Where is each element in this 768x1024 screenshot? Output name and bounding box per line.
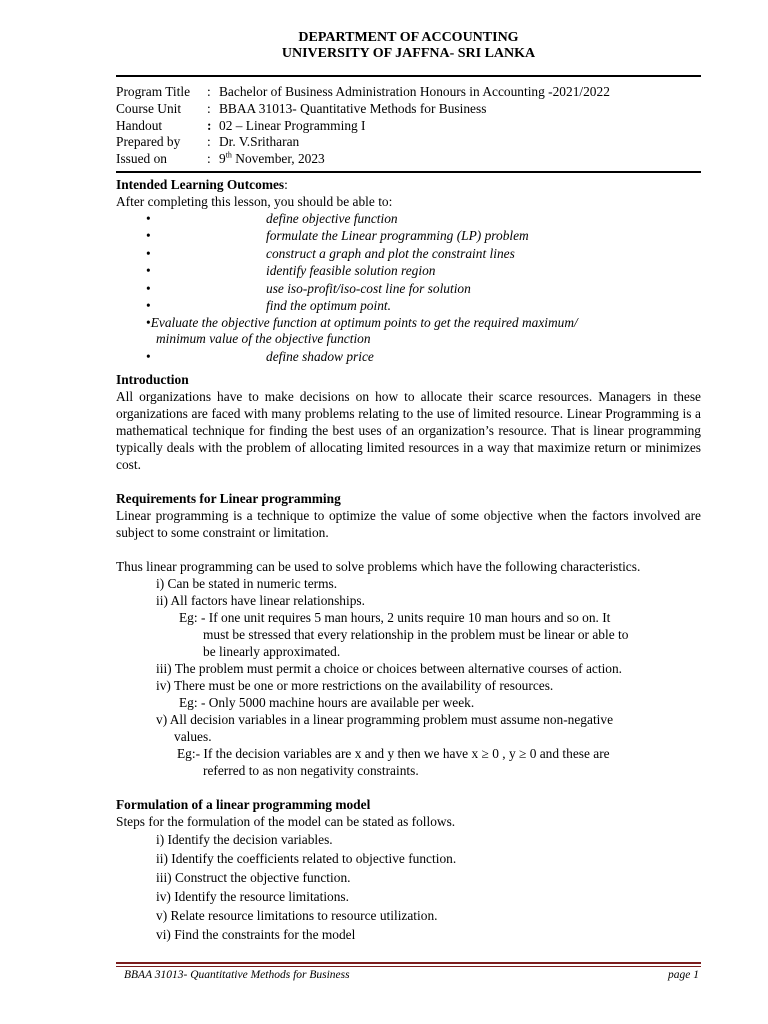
bullet-icon: • — [146, 348, 151, 364]
outcomes-section: Intended Learning Outcomes: After completing this lesson, you should be able to: • define objective function • formulate the Linear programming (LP) problem • construct a graph and plot the constraint lines • identify feasible solution region • use iso-profit/iso-cost line for solution • find the optimum point. •Evaluate the objective function at optimum points to get the required maximum/ minimum value of the objective function • define shadow price — [116, 176, 701, 366]
list-item: ii) All factors have linear relationships. — [156, 593, 365, 609]
bullet-icon: • — [146, 314, 151, 330]
list-item: v) All decision variables in a linear programming problem must assume non-negative — [156, 712, 614, 728]
formulation-intro: Steps for the formulation of the model can be stated as follows. — [116, 814, 456, 830]
introduction-heading: Introduction — [116, 372, 189, 388]
list-item: • find the optimum point. — [116, 297, 701, 315]
department-heading: DEPARTMENT OF ACCOUNTING — [298, 30, 519, 45]
meta-label: Course Unit — [116, 100, 182, 116]
meta-label: Handout — [116, 117, 163, 133]
list-item: values. — [174, 729, 212, 745]
bullet-icon: • — [146, 245, 151, 261]
list-item: • formulate the Linear programming (LP) problem — [116, 227, 701, 245]
requirements-heading: Requirements for Linear programming — [116, 491, 341, 507]
program-title-row: Program Title : Bachelor of Business Administration Honours in Accounting -2021/2022 — [116, 84, 610, 99]
bullet-icon: • — [146, 228, 151, 244]
list-item: iv) There must be one or more restrictions on the availability of resources. — [156, 678, 554, 694]
meta-value: BBAA 31013- Quantitative Methods for Business — [219, 100, 487, 116]
meta-value: Bachelor of Business Administration Honours in Accounting -2021/2022 — [219, 84, 610, 99]
list-item: iii) The problem must permit a choice or choices between alternative courses of action. — [156, 661, 623, 677]
page-footer — [124, 967, 699, 984]
handout-row: Handout : 02 – Linear Programming I — [116, 117, 366, 133]
document-page — [116, 30, 701, 944]
list-item: •Evaluate the objective function at optimum points to get the required maximum/ minimum value of the objective function — [146, 314, 578, 347]
meta-value: 9th November, 2023 — [219, 150, 325, 167]
list-item: • define shadow price — [116, 348, 701, 366]
list-item: ii) Identify the coefficients related to objective function. — [156, 851, 457, 867]
meta-label: Prepared by — [116, 134, 181, 150]
page-number: page 1 — [668, 969, 699, 981]
formulation-heading: Formulation of a linear programming model — [116, 797, 371, 813]
example-text: Eg: - Only 5000 machine hours are available per week. — [179, 695, 475, 711]
bullet-icon: • — [146, 210, 151, 226]
outcomes-heading: Intended Learning Outcomes — [116, 176, 285, 192]
requirements-paragraph: Linear programming is a technique to optimize the value of some objective when the factors involved are subject to some constraint or limitation. — [116, 508, 701, 541]
example-text: must be stressed that every relationship in the problem must be linear or able to — [203, 627, 629, 643]
meta-divider — [116, 171, 701, 173]
meta-value: Dr. V.Sritharan — [219, 134, 300, 150]
list-item: • identify feasible solution region — [116, 262, 701, 280]
meta-label: Program Title — [116, 84, 191, 99]
prepared-by-row: Prepared by : Dr. V.Sritharan — [116, 134, 300, 150]
example-text: Eg:- If the decision variables are x and y then we have x ≥ 0 , y ≥ 0 and these are — [177, 746, 610, 762]
requirements-paragraph: Thus linear programming can be used to solve problems which have the following characteristics. — [116, 559, 641, 575]
list-item: • construct a graph and plot the constraint lines — [116, 245, 701, 263]
requirements-section — [116, 490, 701, 779]
meta-label: Issued on — [116, 151, 167, 167]
bullet-icon: • — [146, 263, 151, 279]
list-item: iv) Identify the resource limitations. — [156, 889, 349, 905]
example-text: Eg: - If one unit requires 5 man hours, 2 units require 10 man hours and so on. It — [179, 610, 611, 626]
list-item: i) Identify the decision variables. — [156, 832, 333, 848]
introduction-paragraph: All organizations have to make decisions on how to allocate their scarce resources. Managers in these organizations are faced with many problems relating to the use of limited resource. Linear Programming is a mathematical technique for finding the best uses of an organization’s resource. That is linear programming typically deals with the problem of allocating limited resources in a way that maximize return or minimizes cost. — [116, 389, 701, 473]
list-item: iii) Construct the objective function. — [156, 870, 351, 886]
bullet-icon: • — [146, 280, 151, 296]
list-item: • use iso-profit/iso-cost line for solution — [116, 280, 701, 298]
example-text: be linearly approximated. — [203, 644, 341, 660]
list-item: v) Relate resource limitations to resource utilization. — [156, 908, 438, 924]
issued-on-row: Issued on : 9th November, 2023 — [116, 150, 325, 167]
formulation-section — [116, 796, 701, 944]
introduction-section — [116, 371, 701, 473]
example-text: referred to as non negativity constraints. — [203, 763, 419, 779]
outcomes-intro: After completing this lesson, you should be able to: — [116, 193, 393, 209]
list-item: i) Can be stated in numeric terms. — [156, 576, 338, 592]
course-unit-row: Course Unit : BBAA 31013- Quantitative Methods for Business — [116, 100, 487, 116]
meta-value: 02 – Linear Programming I — [219, 117, 366, 133]
list-item: vi) Find the constraints for the model — [156, 927, 356, 943]
university-heading: UNIVERSITY OF JAFFNA- SRI LANKA — [281, 46, 536, 61]
course-info-block — [116, 84, 701, 168]
bullet-icon: • — [146, 298, 151, 314]
header-divider — [116, 75, 701, 77]
list-item: • define objective function — [116, 210, 701, 228]
footer-course: BBAA 31013- Quantitative Methods for Business — [124, 969, 350, 981]
